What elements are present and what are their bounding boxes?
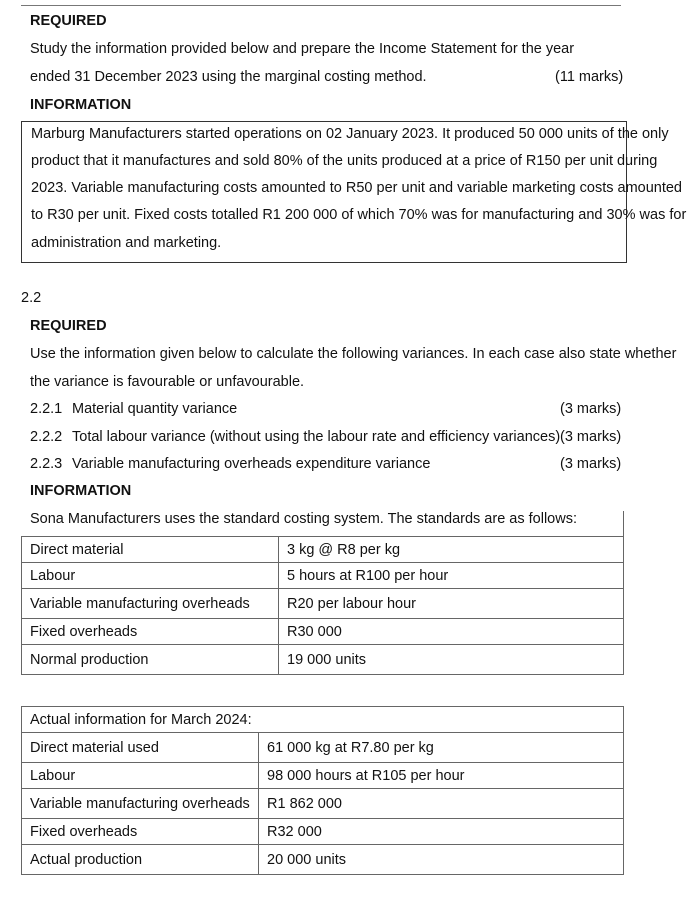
standards-table [21,536,624,675]
standards-label: Direct material [22,537,279,563]
q2-item-text: Variable manufacturing overheads expenditure variance [72,456,431,472]
actual-value: R32 000 [259,819,624,845]
actual-label: Direct material used [22,733,259,763]
q2-standards-intro: Sona Manufacturers uses the standard costing system. The standards are as follows: [30,511,577,527]
q2-information-heading: INFORMATION [30,483,132,499]
table-row [22,819,624,845]
table-row [22,789,624,819]
table-row [22,645,624,675]
q2-item-number: 2.2.3 [30,456,63,472]
q1-marks: (11 marks) [555,69,624,85]
actual-label: Actual production [22,845,259,875]
table-row [22,619,624,645]
q1-info-line: to R30 per unit. Fixed costs totalled R1 200 000 of which 70% was for manufacturing and 30% was for [31,207,687,223]
intro-right-rule [623,511,624,537]
table-row [22,763,624,789]
q2-item-number: 2.2.2 [30,429,63,445]
standards-value: R20 per labour hour [279,589,624,619]
actual-label: Labour [22,763,259,789]
q2-item-text: Total labour variance (without using the labour rate and efficiency variances) [72,429,561,445]
table-row [22,707,624,733]
q1-information-heading: INFORMATION [30,97,132,113]
standards-label: Labour [22,563,279,589]
q2-item-text: Material quantity variance [72,401,238,417]
q2-instruction-line1: Use the information given below to calculate the following variances. In each case also state whether [30,346,677,362]
standards-label: Normal production [22,645,279,675]
actual-value: 61 000 kg at R7.80 per kg [259,733,624,763]
table-row [22,589,624,619]
q1-info-line: Marburg Manufacturers started operations on 02 January 2023. It produced 50 000 units of the only [31,126,669,142]
standards-label: Variable manufacturing overheads [22,589,279,619]
q2-item-marks: (3 marks) [560,456,622,472]
q1-instruction-line2: ended 31 December 2023 using the marginal costing method. [30,69,427,85]
q2-number: 2.2 [21,290,42,306]
standards-value: R30 000 [279,619,624,645]
q1-info-line: product that it manufactures and sold 80% of the units produced at a price of R150 per unit during [31,153,658,169]
top-divider [21,5,621,6]
q1-information-box [21,121,687,263]
q1-instruction-line1: Study the information provided below and prepare the Income Statement for the year [30,41,575,57]
actual-label: Fixed overheads [22,819,259,845]
q2-instruction-line2: the variance is favourable or unfavourable. [30,374,305,390]
standards-value: 19 000 units [279,645,624,675]
standards-value: 3 kg @ R8 per kg [279,537,624,563]
q2-item-marks: (3 marks) [560,429,622,445]
actual-value: 98 000 hours at R105 per hour [259,763,624,789]
standards-value: 5 hours at R100 per hour [279,563,624,589]
q2-item-number: 2.2.1 [30,401,63,417]
actual-heading: Actual information for March 2024: [22,707,624,733]
actual-value: R1 862 000 [259,789,624,819]
table-row [22,733,624,763]
q2-required-heading: REQUIRED [30,318,107,334]
table-row [22,537,624,563]
actual-value: 20 000 units [259,845,624,875]
table-row [22,845,624,875]
q1-required-heading: REQUIRED [30,13,107,29]
actual-label: Variable manufacturing overheads [22,789,259,819]
q1-info-line: administration and marketing. [31,235,222,251]
table-row [22,563,624,589]
q2-item-marks: (3 marks) [560,401,622,417]
actual-table [21,706,624,875]
q1-info-line: 2023. Variable manufacturing costs amounted to R50 per unit and variable marketing costs amounted [31,180,682,196]
standards-label: Fixed overheads [22,619,279,645]
